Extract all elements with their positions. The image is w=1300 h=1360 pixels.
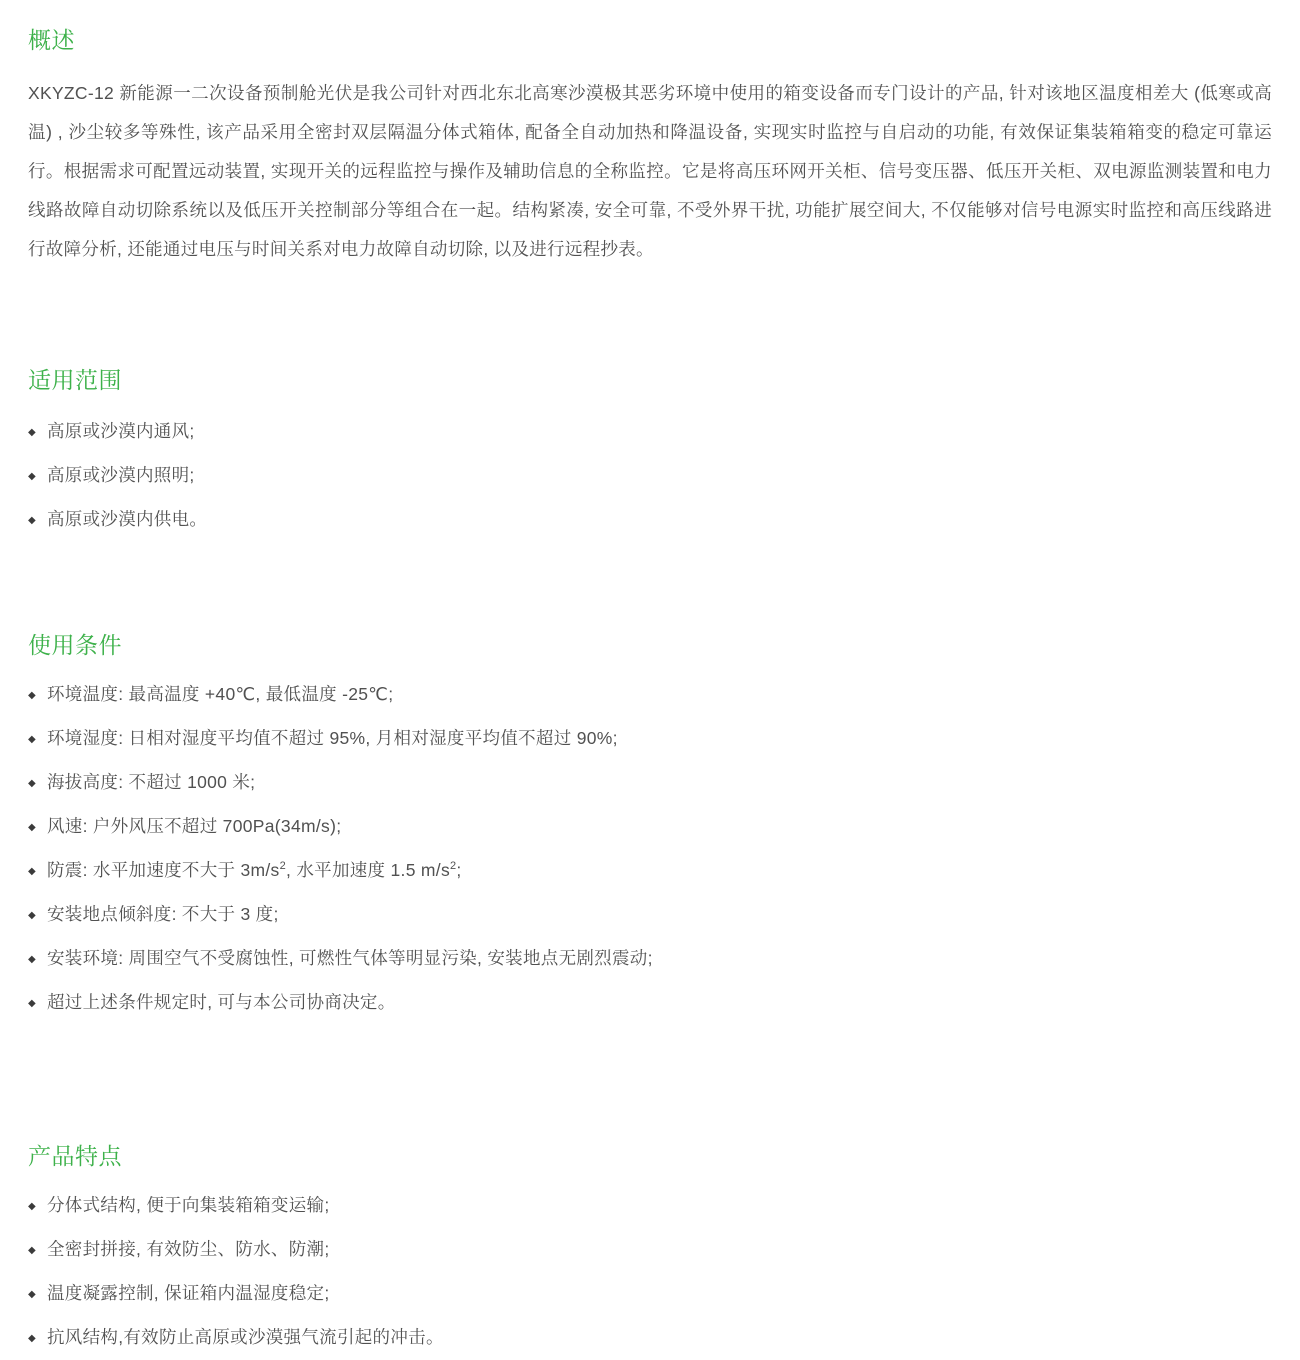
list-item-text: 全密封拼接, 有效防尘、防水、防潮; (47, 1239, 330, 1259)
features-list (28, 1184, 1272, 1360)
diamond-bullet-icon: ◆ (28, 515, 36, 526)
list-item (28, 981, 1272, 1025)
list-item-text: 安装地点倾斜度: 不大于 3 度; (47, 904, 279, 924)
list-item (28, 498, 1272, 542)
list-item (28, 1184, 1272, 1228)
list-item-text: 高原或沙漠内通风; (47, 421, 195, 441)
list-item (28, 673, 1272, 717)
list-item-text: 风速: 户外风压不超过 700Pa(34m/s); (47, 816, 342, 836)
diamond-bullet-icon: ◆ (28, 866, 36, 877)
list-item (28, 893, 1272, 937)
list-item (28, 717, 1272, 761)
section-title-conditions: 使用条件 (28, 632, 122, 658)
list-item (28, 410, 1272, 454)
diamond-bullet-icon: ◆ (28, 998, 36, 1009)
list-item-text: 温度凝露控制, 保证箱内温湿度稳定; (47, 1283, 330, 1303)
scope-list (28, 410, 1272, 542)
list-item-text: ; (456, 860, 462, 880)
diamond-bullet-icon: ◆ (28, 1333, 36, 1344)
list-item (28, 1272, 1272, 1316)
list-item-text: 安装环境: 周围空气不受腐蚀性, 可燃性气体等明显污染, 安装地点无剧烈震动; (47, 948, 653, 968)
diamond-bullet-icon: ◆ (28, 822, 36, 833)
list-item (28, 761, 1272, 805)
section-title-scope: 适用范围 (28, 367, 122, 393)
list-item-text: 抗风结构,有效防止高原或沙漠强气流引起的冲击。 (47, 1327, 444, 1347)
diamond-bullet-icon: ◆ (28, 690, 36, 701)
diamond-bullet-icon: ◆ (28, 1289, 36, 1300)
section-title-overview: 概述 (28, 27, 75, 53)
diamond-bullet-icon: ◆ (28, 954, 36, 965)
diamond-bullet-icon: ◆ (28, 1245, 36, 1256)
list-item (28, 937, 1272, 981)
list-item-text: 防震: 水平加速度不大于 3m/s (47, 860, 280, 880)
list-item-text: 环境湿度: 日相对湿度平均值不超过 95%, 月相对湿度平均值不超过 90%; (47, 728, 618, 748)
conditions-list (28, 673, 1272, 1025)
overview-paragraph: XKYZC-12 新能源一二次设备预制舱光伏是我公司针对西北东北高寒沙漠极其恶劣环境中使用的箱变设备而专门设计的产品, 针对该地区温度相差大 (低寒或高温) , 沙尘较多等殊性, 该产品采用全密封双层隔温分体式箱体, 配备全自动加热和降温设备, 实现实时监控与自启动的功能, 有效保证集装箱箱变的稳定可靠运行。根据需求可配置远动装置, 实现开关的远程监控与操作及辅助信息的全称监控。它是将高压环网开关柜、信号变压器、低压开关柜、双电源监测装置和电力线路故障自动切除系统以及低压开关控制部分等组合在一起。结构紧凑, 安全可靠, 不受外界干扰, 功能扩展空间大, 不仅能够对信号电源实时监控和高压线路进行故障分析, 还能通过电压与时间关系对电力故障自动切除, 以及进行远程抄表。 (28, 83, 1272, 259)
list-item (28, 1228, 1272, 1272)
list-item-text: , 水平加速度 1.5 m/s (286, 860, 450, 880)
diamond-bullet-icon: ◆ (28, 427, 36, 438)
list-item-text: 高原或沙漠内供电。 (47, 509, 208, 529)
diamond-bullet-icon: ◆ (28, 910, 36, 921)
list-item-text: 环境温度: 最高温度 +40℃, 最低温度 -25℃; (47, 684, 394, 704)
list-item-text: 分体式结构, 便于向集装箱箱变运输; (47, 1195, 330, 1215)
list-item (28, 805, 1272, 849)
list-item-seismic (28, 849, 1272, 893)
diamond-bullet-icon: ◆ (28, 734, 36, 745)
list-item (28, 454, 1272, 498)
list-item (28, 1316, 1272, 1360)
diamond-bullet-icon: ◆ (28, 471, 36, 482)
list-item-text: 海拔高度: 不超过 1000 米; (47, 772, 256, 792)
list-item-text: 超过上述条件规定时, 可与本公司协商决定。 (47, 992, 396, 1012)
superscript: 2 (450, 860, 457, 873)
section-title-features: 产品特点 (28, 1143, 122, 1169)
list-item-text: 高原或沙漠内照明; (47, 465, 195, 485)
superscript: 2 (279, 860, 287, 873)
diamond-bullet-icon: ◆ (28, 1201, 36, 1212)
diamond-bullet-icon: ◆ (28, 778, 36, 789)
